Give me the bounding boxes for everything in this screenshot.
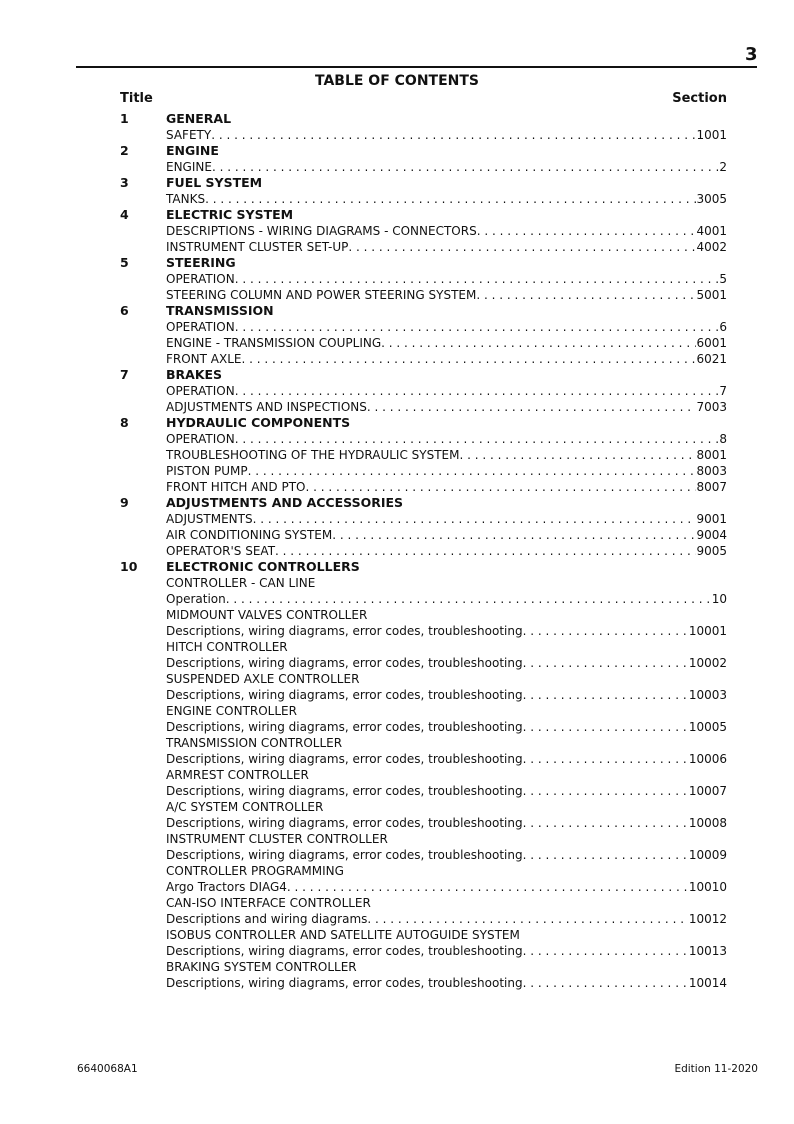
entry-label: Descriptions, wiring diagrams, error codes, troubleshooting bbox=[166, 944, 523, 958]
toc-title: TABLE OF CONTENTS bbox=[314, 73, 480, 89]
entry-label: ENGINE bbox=[166, 160, 212, 174]
entry-section-number: 10014 bbox=[688, 976, 727, 990]
toc-subheading-row bbox=[0, 895, 794, 911]
entry-section-number: 10005 bbox=[688, 720, 727, 734]
entry-section-number: 10010 bbox=[688, 880, 727, 894]
entry-label: Descriptions, wiring diagrams, error codes, troubleshooting bbox=[166, 688, 523, 702]
entry-label: ENGINE - TRANSMISSION COUPLING bbox=[166, 336, 382, 350]
toc-entry-row bbox=[0, 191, 794, 207]
toc-entry-row bbox=[0, 335, 794, 351]
dot-leader bbox=[332, 527, 696, 543]
chapter-title: STEERING bbox=[166, 255, 236, 270]
subheading-title: HITCH CONTROLLER bbox=[166, 640, 288, 654]
toc-chapter-row bbox=[0, 175, 794, 191]
entry-label: Descriptions, wiring diagrams, error codes, troubleshooting bbox=[166, 752, 523, 766]
toc-subheading-row bbox=[0, 607, 794, 623]
toc-entry-row bbox=[0, 463, 794, 479]
entry-section-number: 10001 bbox=[688, 624, 727, 638]
toc-entry-row bbox=[0, 527, 794, 543]
toc-chapter-row bbox=[0, 111, 794, 127]
toc-entry-row bbox=[0, 879, 794, 895]
subheading-title: ARMREST CONTROLLER bbox=[166, 768, 309, 782]
toc-subheading-row bbox=[0, 639, 794, 655]
dot-leader bbox=[235, 319, 720, 335]
entry-section-number: 1001 bbox=[696, 128, 727, 142]
entry-label: ADJUSTMENTS bbox=[166, 512, 253, 526]
subheading-title: ENGINE CONTROLLER bbox=[166, 704, 297, 718]
toc-entry-link[interactable] bbox=[166, 719, 727, 735]
edition-label: Edition 11-2020 bbox=[674, 1063, 758, 1075]
entry-section-number: 4002 bbox=[696, 240, 727, 254]
dot-leader bbox=[523, 719, 689, 735]
toc-entry-link[interactable] bbox=[166, 511, 727, 527]
toc-entry-row bbox=[0, 719, 794, 735]
toc-entry-link[interactable] bbox=[166, 911, 727, 927]
dot-leader bbox=[226, 591, 712, 607]
toc-entry-link[interactable] bbox=[166, 527, 727, 543]
chapter-title: ELECTRIC SYSTEM bbox=[166, 207, 294, 222]
chapter-title: ADJUSTMENTS AND ACCESSORIES bbox=[166, 495, 404, 510]
toc-entry-link[interactable] bbox=[166, 463, 727, 479]
toc-subheading-row bbox=[0, 575, 794, 591]
entry-section-number: 6 bbox=[719, 320, 727, 334]
dot-leader bbox=[459, 447, 696, 463]
toc-entry-link[interactable] bbox=[166, 479, 727, 495]
entry-section-number: 5 bbox=[719, 272, 727, 286]
toc-subheading-row bbox=[0, 831, 794, 847]
entry-section-number: 10009 bbox=[688, 848, 727, 862]
dot-leader bbox=[381, 335, 696, 351]
entry-section-number: 7 bbox=[719, 384, 727, 398]
dot-leader bbox=[348, 239, 696, 255]
toc-entry-link[interactable] bbox=[166, 431, 727, 447]
entry-section-number: 2 bbox=[719, 160, 727, 174]
toc-entry-row bbox=[0, 943, 794, 959]
dot-leader bbox=[477, 223, 697, 239]
toc-entry-link[interactable] bbox=[166, 271, 727, 287]
dot-leader bbox=[523, 751, 689, 767]
toc-chapter-row bbox=[0, 495, 794, 511]
chapter-title: TRANSMISSION bbox=[166, 303, 274, 318]
entry-label: Descriptions and wiring diagrams bbox=[166, 912, 368, 926]
entry-section-number: 10 bbox=[711, 592, 727, 606]
page-number: 3 bbox=[745, 44, 758, 65]
toc-entry-link[interactable] bbox=[166, 687, 727, 703]
entry-section-number: 10003 bbox=[688, 688, 727, 702]
chapter-number: 8 bbox=[120, 415, 129, 430]
dot-leader bbox=[235, 383, 720, 399]
subheading-title: ISOBUS CONTROLLER AND SATELLITE AUTOGUIDE SYSTEM bbox=[166, 928, 520, 942]
toc-subheading-row bbox=[0, 863, 794, 879]
toc-entry-row bbox=[0, 431, 794, 447]
toc-entry-link[interactable] bbox=[166, 335, 727, 351]
toc-entry-row bbox=[0, 127, 794, 143]
entry-label: DESCRIPTIONS - WIRING DIAGRAMS - CONNECTORS bbox=[166, 224, 477, 238]
chapter-title: FUEL SYSTEM bbox=[166, 175, 263, 190]
toc-entry-link[interactable] bbox=[166, 975, 727, 991]
toc-entry-link[interactable] bbox=[166, 159, 727, 175]
entry-section-number: 7003 bbox=[696, 400, 727, 414]
subheading-title: TRANSMISSION CONTROLLER bbox=[166, 736, 343, 750]
toc-entry-row bbox=[0, 591, 794, 607]
entry-section-number: 10013 bbox=[688, 944, 727, 958]
toc-entry-link[interactable] bbox=[166, 319, 727, 335]
entry-section-number: 10002 bbox=[688, 656, 727, 670]
chapter-number: 1 bbox=[120, 111, 129, 126]
toc-entry-link[interactable] bbox=[166, 655, 727, 671]
entry-label: OPERATION bbox=[166, 272, 235, 286]
toc-entry-row bbox=[0, 751, 794, 767]
toc-entry-row bbox=[0, 223, 794, 239]
toc-subheading-row bbox=[0, 767, 794, 783]
entry-section-number: 8003 bbox=[696, 464, 727, 478]
toc-entry-row bbox=[0, 783, 794, 799]
column-header-section: Section bbox=[672, 91, 727, 106]
toc-entry-row bbox=[0, 159, 794, 175]
entry-section-number: 5001 bbox=[696, 288, 727, 302]
entry-label: Operation bbox=[166, 592, 226, 606]
toc-entry-row bbox=[0, 383, 794, 399]
toc-chapter-row bbox=[0, 415, 794, 431]
chapter-number: 5 bbox=[120, 255, 129, 270]
subheading-title: A/C SYSTEM CONTROLLER bbox=[166, 800, 324, 814]
toc-entry-link[interactable] bbox=[166, 783, 727, 799]
chapter-title: ELECTRONIC CONTROLLERS bbox=[166, 559, 360, 574]
chapter-number: 10 bbox=[120, 559, 138, 574]
toc-entry-link[interactable] bbox=[166, 623, 727, 639]
toc-chapter-row bbox=[0, 207, 794, 223]
subheading-title: INSTRUMENT CLUSTER CONTROLLER bbox=[166, 832, 388, 846]
entry-label: OPERATION bbox=[166, 384, 235, 398]
dot-leader bbox=[253, 511, 697, 527]
entry-section-number: 9005 bbox=[696, 544, 727, 558]
toc-entry-link[interactable] bbox=[166, 847, 727, 863]
chapter-number: 6 bbox=[120, 303, 129, 318]
toc-entry-row bbox=[0, 479, 794, 495]
toc-entry-link[interactable] bbox=[166, 223, 727, 239]
entry-label: Descriptions, wiring diagrams, error codes, troubleshooting bbox=[166, 976, 523, 990]
toc-entry-link[interactable] bbox=[166, 399, 727, 415]
toc-entry-row bbox=[0, 911, 794, 927]
dot-leader bbox=[205, 191, 696, 207]
entry-label: SAFETY bbox=[166, 128, 212, 142]
dot-leader bbox=[523, 783, 689, 799]
toc-entry-row bbox=[0, 447, 794, 463]
chapter-title: BRAKES bbox=[166, 367, 223, 382]
subheading-title: MIDMOUNT VALVES CONTROLLER bbox=[166, 608, 368, 622]
toc-entry-link[interactable] bbox=[166, 815, 727, 831]
dot-leader bbox=[367, 911, 688, 927]
entry-section-number: 10008 bbox=[688, 816, 727, 830]
toc-entry-link[interactable] bbox=[166, 287, 727, 303]
subheading-title: CAN-ISO INTERFACE CONTROLLER bbox=[166, 896, 371, 910]
header-rule bbox=[76, 66, 757, 68]
entry-label: OPERATOR'S SEAT bbox=[166, 544, 276, 558]
toc-subheading-row bbox=[0, 671, 794, 687]
chapter-title: GENERAL bbox=[166, 111, 232, 126]
toc-entry-link[interactable] bbox=[166, 943, 727, 959]
document-code: 6640068A1 bbox=[77, 1063, 138, 1075]
dot-leader bbox=[523, 655, 689, 671]
entry-section-number: 9001 bbox=[696, 512, 727, 526]
dot-leader bbox=[523, 847, 689, 863]
dot-leader bbox=[275, 543, 696, 559]
entry-label: Descriptions, wiring diagrams, error codes, troubleshooting bbox=[166, 624, 523, 638]
subheading-title: BRAKING SYSTEM CONTROLLER bbox=[166, 960, 357, 974]
toc-entry-row bbox=[0, 847, 794, 863]
dot-leader bbox=[523, 687, 689, 703]
toc-entry-link[interactable] bbox=[166, 591, 727, 607]
chapter-title: ENGINE bbox=[166, 143, 219, 158]
toc-subheading-row bbox=[0, 799, 794, 815]
entry-section-number: 4001 bbox=[696, 224, 727, 238]
toc-chapter-row bbox=[0, 143, 794, 159]
entry-label: OPERATION bbox=[166, 320, 235, 334]
entry-label: Descriptions, wiring diagrams, error codes, troubleshooting bbox=[166, 848, 523, 862]
dot-leader bbox=[248, 463, 697, 479]
entry-section-number: 3005 bbox=[696, 192, 727, 206]
toc-entry-link[interactable] bbox=[166, 879, 727, 895]
entry-label: Argo Tractors DIAG4 bbox=[166, 880, 287, 894]
entry-section-number: 8 bbox=[719, 432, 727, 446]
entry-label: Descriptions, wiring diagrams, error codes, troubleshooting bbox=[166, 656, 523, 670]
dot-leader bbox=[211, 127, 696, 143]
dot-leader bbox=[242, 351, 697, 367]
entry-section-number: 9004 bbox=[696, 528, 727, 542]
toc-chapter-row bbox=[0, 367, 794, 383]
toc-entry-row bbox=[0, 399, 794, 415]
entry-section-number: 8007 bbox=[696, 480, 727, 494]
entry-section-number: 10006 bbox=[688, 752, 727, 766]
chapter-number: 3 bbox=[120, 175, 129, 190]
toc-entry-link[interactable] bbox=[166, 447, 727, 463]
chapter-title: HYDRAULIC COMPONENTS bbox=[166, 415, 351, 430]
toc-entry-row bbox=[0, 351, 794, 367]
entry-section-number: 8001 bbox=[696, 448, 727, 462]
toc-entry-link[interactable] bbox=[166, 191, 727, 207]
chapter-number: 7 bbox=[120, 367, 129, 382]
dot-leader bbox=[523, 815, 689, 831]
dot-leader bbox=[476, 287, 696, 303]
entry-label: FRONT HITCH AND PTO bbox=[166, 480, 306, 494]
dot-leader bbox=[287, 879, 689, 895]
dot-leader bbox=[235, 431, 720, 447]
toc-subheading-row bbox=[0, 735, 794, 751]
toc-chapter-row bbox=[0, 559, 794, 575]
toc-entry-row bbox=[0, 239, 794, 255]
entry-label: TANKS bbox=[166, 192, 206, 206]
entry-label: AIR CONDITIONING SYSTEM bbox=[166, 528, 333, 542]
toc-entry-link[interactable] bbox=[166, 383, 727, 399]
entry-label: TROUBLESHOOTING OF THE HYDRAULIC SYSTEM bbox=[166, 448, 460, 462]
entry-label: OPERATION bbox=[166, 432, 235, 446]
entry-label: Descriptions, wiring diagrams, error codes, troubleshooting bbox=[166, 720, 523, 734]
subheading-title: SUSPENDED AXLE CONTROLLER bbox=[166, 672, 360, 686]
toc-entry-row bbox=[0, 655, 794, 671]
toc-entry-row bbox=[0, 543, 794, 559]
toc-entry-link[interactable] bbox=[166, 543, 727, 559]
subheading-title: CONTROLLER - CAN LINE bbox=[166, 576, 316, 590]
column-header-title: Title bbox=[120, 91, 153, 106]
toc-entry-link[interactable] bbox=[166, 351, 727, 367]
entry-section-number: 10007 bbox=[688, 784, 727, 798]
entry-label: ADJUSTMENTS AND INSPECTIONS bbox=[166, 400, 367, 414]
toc-subheading-row bbox=[0, 703, 794, 719]
entry-label: FRONT AXLE bbox=[166, 352, 242, 366]
toc-entry-row bbox=[0, 623, 794, 639]
entry-label: INSTRUMENT CLUSTER SET-UP bbox=[166, 240, 349, 254]
dot-leader bbox=[212, 159, 719, 175]
toc-subheading-row bbox=[0, 959, 794, 975]
toc-entry-link[interactable] bbox=[166, 127, 727, 143]
chapter-number: 9 bbox=[120, 495, 129, 510]
toc-entry-link[interactable] bbox=[166, 239, 727, 255]
toc-subheading-row bbox=[0, 927, 794, 943]
entry-section-number: 6001 bbox=[696, 336, 727, 350]
toc-entry-row bbox=[0, 319, 794, 335]
toc-entry-row bbox=[0, 287, 794, 303]
toc-entry-row bbox=[0, 815, 794, 831]
entry-label: PISTON PUMP bbox=[166, 464, 248, 478]
dot-leader bbox=[367, 399, 697, 415]
toc-entry-link[interactable] bbox=[166, 751, 727, 767]
dot-leader bbox=[235, 271, 720, 287]
toc-entry-row bbox=[0, 511, 794, 527]
entry-label: STEERING COLUMN AND POWER STEERING SYSTEM bbox=[166, 288, 477, 302]
toc-entry-row bbox=[0, 687, 794, 703]
dot-leader bbox=[523, 623, 689, 639]
chapter-number: 4 bbox=[120, 207, 129, 222]
entry-label: Descriptions, wiring diagrams, error codes, troubleshooting bbox=[166, 784, 523, 798]
dot-leader bbox=[523, 975, 689, 991]
entry-section-number: 6021 bbox=[696, 352, 727, 366]
toc-entry-row bbox=[0, 271, 794, 287]
toc-list bbox=[0, 111, 794, 991]
entry-section-number: 10012 bbox=[688, 912, 727, 926]
subheading-title: CONTROLLER PROGRAMMING bbox=[166, 864, 344, 878]
toc-entry-row bbox=[0, 975, 794, 991]
dot-leader bbox=[305, 479, 696, 495]
toc-chapter-row bbox=[0, 255, 794, 271]
chapter-number: 2 bbox=[120, 143, 129, 158]
toc-chapter-row bbox=[0, 303, 794, 319]
entry-label: Descriptions, wiring diagrams, error codes, troubleshooting bbox=[166, 816, 523, 830]
dot-leader bbox=[523, 943, 689, 959]
